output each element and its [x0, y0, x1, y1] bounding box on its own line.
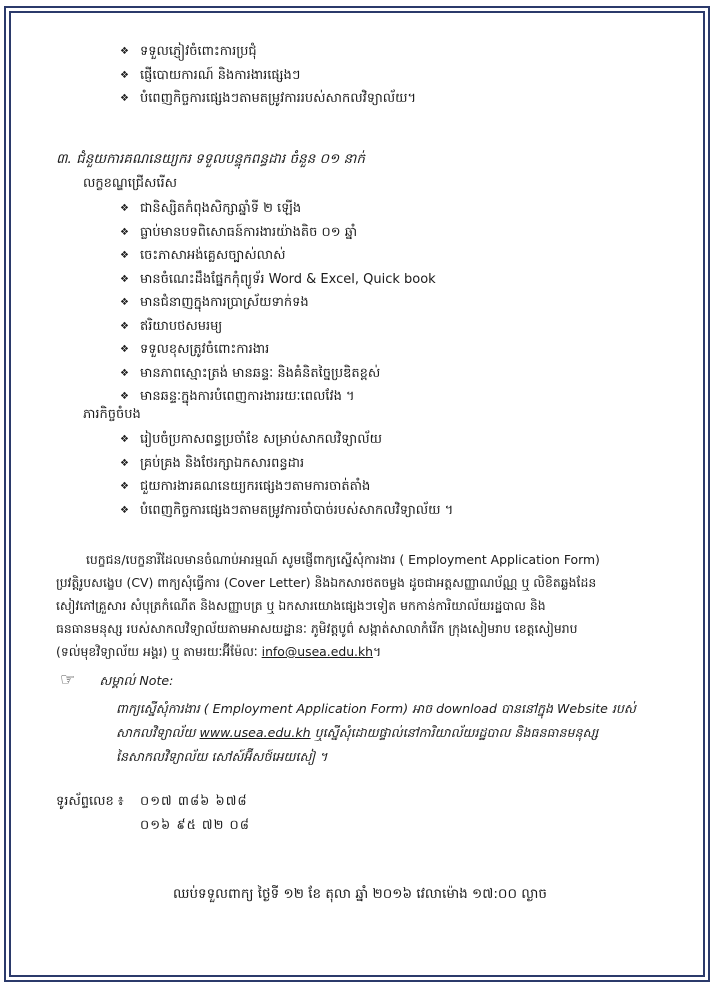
list-item: ❖ ជួយការងារគណនេយ្យករផ្សេងៗតាមការចាត់តាំង	[140, 475, 453, 499]
list-item: ❖ មានជំនាញក្នុងការប្រាស្រ័យទាក់ទង	[140, 291, 436, 315]
bullet-diamond-icon: ❖	[120, 250, 129, 261]
previous-position-duties	[120, 40, 417, 111]
bullet-diamond-icon: ❖	[120, 481, 129, 492]
list-item: ❖ រៀបចំប្រកាសពន្ធប្រចាំខែ សម្រាប់សាកលវិទ្យាល័យ	[140, 428, 453, 452]
phone-number-1: ០១៧ ៣៨៦ ៦៧៨	[140, 794, 248, 809]
list-item: ❖ បំពេញកិច្ចការផ្សេងៗតាមតម្រូវការចាំបាច់របស់សាកលវិទ្យាល័យ ។	[140, 499, 453, 523]
application-line: ប្រវត្តិរូបសង្ខេប (CV) ពាក្យសុំធ្វើការ (Cover Letter) និងឯកសារថតចម្លង ដូចជាអត្តសញ្ញាណប័ណ្ណ ឬ លិខិតឆ្លងដែន	[56, 575, 597, 590]
list-item: ❖ ផ្ញើបោយការណ៍ និងការងារផ្សេងៗ	[140, 64, 416, 88]
bullet-diamond-icon: ❖	[120, 203, 129, 214]
position-heading: ៣. ជំនួយការគណនេយ្យករ ទទួលបន្ទុកពន្ធដារ ចំនួន ០១ នាក់	[56, 151, 365, 167]
note-header	[60, 670, 173, 692]
bullet-diamond-icon: ❖	[120, 46, 129, 57]
bullet-diamond-icon: ❖	[120, 504, 129, 516]
note-line: ពាក្យស្នើសុំការងារ ( Employment Application Form) អាច download បាននៅក្នុង Website របស់	[116, 701, 636, 716]
application-deadline: ឈប់ទទួលពាក្យ ថ្ងៃទី ១២ ខែ តុលា ឆ្នាំ ២០១៦ វេលាម៉ោង ១៧:០០ ល្ងាច	[172, 886, 547, 902]
application-line: ធនធានមនុស្ស របស់សាកលវិទ្យាល័យតាមអាសយដ្ឋានៈ ភូមិវត្តបូព៌ សង្កាត់សាលាកំរើក ក្រុងសៀមរាប ខេត្តសៀមរាប	[56, 621, 578, 636]
list-item: ❖ មានឆន្ទៈក្នុងការបំពេញការងាររយៈពេលវែង ។	[140, 385, 436, 409]
bullet-diamond-icon: ❖	[120, 367, 129, 379]
bullet-diamond-icon: ❖	[120, 391, 129, 402]
note-line: សាកលវិទ្យាល័យ www.usea.edu.kh ឬស្នើសុំដោយផ្ទាល់នៅការិយាល័យរដ្ឋបាល និងធនធានមនុស្ស	[116, 725, 599, 740]
list-item: ❖ មានចំណេះដឹងផ្នែកកុំព្យូទ័រ Word & Excel, Quick book	[140, 268, 436, 292]
application-line: (ទល់មុខវិទ្យាល័យ អង្គរ) ឬ តាមរយៈអ៊ីម៉ែលៈ info@usea.edu.kh។	[56, 644, 382, 659]
list-item: ❖ ចេះភាសាអង់គ្លេសច្បាស់លាស់	[140, 244, 436, 268]
website-link[interactable]: www.usea.edu.kh	[199, 725, 311, 740]
bullet-diamond-icon: ❖	[120, 93, 129, 104]
bullet-diamond-icon: ❖	[120, 273, 129, 285]
list-item: ❖ មានភាពស្មោះត្រង់ មានឆន្ទៈ និងគំនិតច្នៃប្រឌិតខ្ពស់	[140, 362, 436, 386]
criteria-label: លក្ខខណ្ឌជ្រើសរើស	[83, 176, 178, 191]
bullet-diamond-icon: ❖	[120, 320, 129, 332]
duties-label: ភារកិច្ចចំបង	[83, 407, 141, 422]
list-item: ❖ បំពេញកិច្ចការផ្សេងៗតាមតម្រូវការរបស់សាកលវិទ្យាល័យ។	[140, 87, 416, 111]
list-item: ❖ ទទួលភ្ញៀវចំពោះការប្រជុំ	[140, 40, 416, 64]
bullet-diamond-icon: ❖	[120, 69, 129, 81]
note-body	[116, 697, 636, 769]
bullet-diamond-icon: ❖	[120, 297, 129, 308]
duties-list	[120, 428, 454, 522]
note-title: សម្គាល់ Note:	[99, 673, 174, 688]
list-item: ❖ ធ្លាប់មានបទពិសោធន៍ការងារយ៉ាងតិច ០១ ឆ្នាំ	[140, 221, 436, 245]
application-instructions	[56, 548, 656, 663]
list-item: ❖ ទទួលខុសត្រូវចំពោះការងារ	[140, 338, 436, 362]
phone-label: ទូរស័ព្ទលេខ ៖	[56, 794, 124, 809]
application-line: សៀវភៅគ្រួសារ សំបុត្រកំណើត និងសញ្ញាបត្រ ឬ ឯកសារយោងផ្សេងៗទៀត មកកាន់ការិយាល័យរដ្ឋបាល និង	[56, 598, 546, 613]
bullet-diamond-icon: ❖	[120, 226, 129, 238]
criteria-list	[120, 197, 436, 409]
application-line: បេក្ខជន/បេក្ខនារីដែលមានចំណាប់អារម្មណ៍ សូមផ្ញើពាក្យស្នើសុំការងារ ( Employment Application Form)	[86, 552, 600, 567]
list-item: ❖ ឥរិយាបថសមរម្យ	[140, 315, 436, 339]
bullet-diamond-icon: ❖	[120, 434, 129, 445]
phone-number-2: ០១៦ ៩៥ ៧២ ០៨	[140, 818, 250, 833]
note-line: នៃសាកលវិទ្យាល័យ សៅស៍អ៊ីសថ៍អេយសៀ ។	[116, 749, 328, 764]
email-link[interactable]: info@usea.edu.kh	[261, 644, 374, 659]
bullet-diamond-icon: ❖	[120, 457, 129, 469]
pointing-hand-icon: ☞	[60, 670, 76, 690]
list-item: ❖ គ្រប់គ្រង និងថែរក្សាឯកសារពន្ធដារ	[140, 452, 453, 476]
bullet-diamond-icon: ❖	[120, 344, 129, 355]
list-item: ❖ ជានិស្សិតកំពុងសិក្សាឆ្នាំទី ២ ឡើង	[140, 197, 436, 221]
